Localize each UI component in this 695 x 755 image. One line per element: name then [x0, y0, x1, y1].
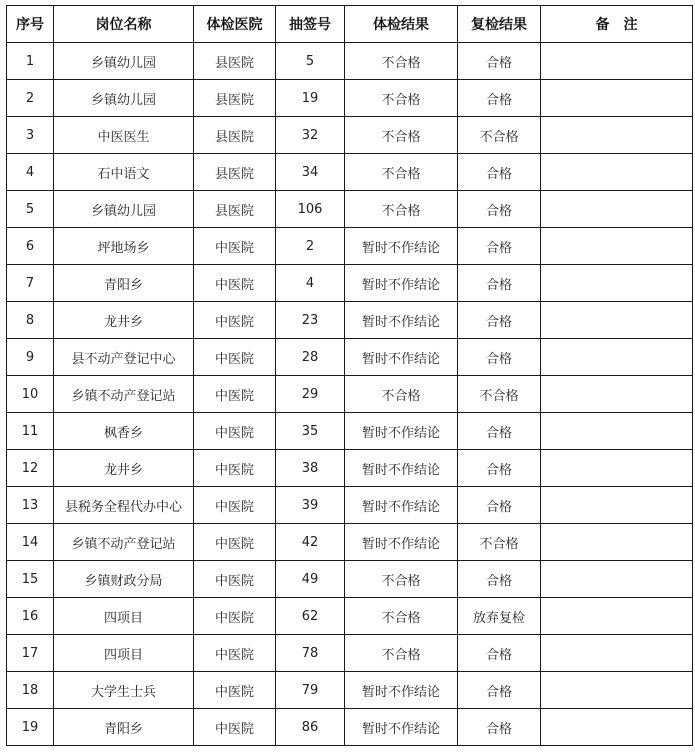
cell-remarks	[541, 43, 693, 80]
cell-exam-result: 暂时不作结论	[345, 339, 458, 376]
table-row	[7, 672, 693, 709]
cell-lot-number: 28	[276, 339, 345, 376]
table-row	[7, 598, 693, 635]
cell-remarks	[541, 80, 693, 117]
cell-seq: 16	[7, 598, 54, 635]
cell-seq: 7	[7, 265, 54, 302]
cell-recheck-result: 合格	[458, 43, 541, 80]
table-row	[7, 43, 693, 80]
cell-hospital: 中医院	[194, 561, 276, 598]
cell-recheck-result: 不合格	[458, 117, 541, 154]
cell-position: 青阳乡	[54, 709, 194, 746]
cell-seq: 5	[7, 191, 54, 228]
cell-seq: 8	[7, 302, 54, 339]
cell-exam-result: 暂时不作结论	[345, 450, 458, 487]
cell-exam-result: 暂时不作结论	[345, 709, 458, 746]
table-row	[7, 709, 693, 746]
cell-position: 乡镇幼儿园	[54, 191, 194, 228]
cell-recheck-result: 合格	[458, 80, 541, 117]
cell-position: 石中语文	[54, 154, 194, 191]
cell-lot-number: 5	[276, 43, 345, 80]
cell-seq: 19	[7, 709, 54, 746]
cell-seq: 14	[7, 524, 54, 561]
cell-hospital: 中医院	[194, 376, 276, 413]
table-row	[7, 487, 693, 524]
header-row	[7, 6, 693, 43]
cell-remarks	[541, 117, 693, 154]
table-row	[7, 413, 693, 450]
cell-seq: 15	[7, 561, 54, 598]
cell-recheck-result: 合格	[458, 413, 541, 450]
cell-exam-result: 暂时不作结论	[345, 228, 458, 265]
cell-exam-result: 暂时不作结论	[345, 487, 458, 524]
table-row	[7, 376, 693, 413]
cell-recheck-result: 合格	[458, 228, 541, 265]
cell-position: 乡镇财政分局	[54, 561, 194, 598]
cell-position: 中医医生	[54, 117, 194, 154]
cell-position: 乡镇幼儿园	[54, 43, 194, 80]
table-row	[7, 561, 693, 598]
cell-remarks	[541, 561, 693, 598]
table-row	[7, 191, 693, 228]
table-row	[7, 450, 693, 487]
cell-remarks	[541, 524, 693, 561]
cell-seq: 9	[7, 339, 54, 376]
cell-hospital: 县医院	[194, 154, 276, 191]
cell-remarks	[541, 228, 693, 265]
cell-position: 龙井乡	[54, 302, 194, 339]
cell-lot-number: 2	[276, 228, 345, 265]
cell-remarks	[541, 302, 693, 339]
cell-recheck-result: 合格	[458, 339, 541, 376]
table-row	[7, 80, 693, 117]
cell-seq: 4	[7, 154, 54, 191]
cell-hospital: 中医院	[194, 228, 276, 265]
cell-exam-result: 不合格	[345, 154, 458, 191]
table-row	[7, 302, 693, 339]
cell-remarks	[541, 598, 693, 635]
cell-position: 大学生士兵	[54, 672, 194, 709]
cell-exam-result: 暂时不作结论	[345, 413, 458, 450]
cell-remarks	[541, 413, 693, 450]
cell-hospital: 中医院	[194, 265, 276, 302]
cell-seq: 11	[7, 413, 54, 450]
cell-remarks	[541, 339, 693, 376]
cell-position: 四项目	[54, 598, 194, 635]
cell-seq: 6	[7, 228, 54, 265]
cell-hospital: 中医院	[194, 302, 276, 339]
header-hospital: 体检医院	[194, 6, 276, 43]
cell-lot-number: 34	[276, 154, 345, 191]
cell-exam-result: 不合格	[345, 117, 458, 154]
cell-recheck-result: 合格	[458, 450, 541, 487]
cell-lot-number: 62	[276, 598, 345, 635]
cell-lot-number: 23	[276, 302, 345, 339]
cell-hospital: 中医院	[194, 487, 276, 524]
cell-seq: 10	[7, 376, 54, 413]
table-row	[7, 265, 693, 302]
cell-remarks	[541, 635, 693, 672]
table-row	[7, 635, 693, 672]
cell-recheck-result: 合格	[458, 265, 541, 302]
cell-remarks	[541, 487, 693, 524]
cell-remarks	[541, 265, 693, 302]
cell-remarks	[541, 450, 693, 487]
cell-exam-result: 暂时不作结论	[345, 672, 458, 709]
table-row	[7, 117, 693, 154]
cell-recheck-result: 合格	[458, 302, 541, 339]
header-position: 岗位名称	[54, 6, 194, 43]
cell-lot-number: 35	[276, 413, 345, 450]
cell-hospital: 中医院	[194, 709, 276, 746]
header-remarks: 备 注	[541, 6, 693, 43]
cell-position: 乡镇不动产登记站	[54, 524, 194, 561]
cell-lot-number: 106	[276, 191, 345, 228]
cell-recheck-result: 合格	[458, 487, 541, 524]
cell-exam-result: 暂时不作结论	[345, 524, 458, 561]
cell-seq: 18	[7, 672, 54, 709]
table-row	[7, 228, 693, 265]
cell-recheck-result: 合格	[458, 672, 541, 709]
cell-lot-number: 78	[276, 635, 345, 672]
cell-hospital: 县医院	[194, 80, 276, 117]
cell-exam-result: 不合格	[345, 80, 458, 117]
cell-lot-number: 39	[276, 487, 345, 524]
cell-hospital: 县医院	[194, 117, 276, 154]
cell-hospital: 中医院	[194, 413, 276, 450]
table-row	[7, 154, 693, 191]
cell-position: 枫香乡	[54, 413, 194, 450]
header-lot-number: 抽签号	[276, 6, 345, 43]
cell-position: 龙井乡	[54, 450, 194, 487]
header-recheck-result: 复检结果	[458, 6, 541, 43]
cell-hospital: 中医院	[194, 635, 276, 672]
cell-exam-result: 暂时不作结论	[345, 265, 458, 302]
results-table	[6, 5, 693, 746]
cell-lot-number: 19	[276, 80, 345, 117]
cell-position: 青阳乡	[54, 265, 194, 302]
cell-seq: 17	[7, 635, 54, 672]
table-body	[7, 43, 693, 746]
header-seq: 序号	[7, 6, 54, 43]
cell-lot-number: 4	[276, 265, 345, 302]
table-row	[7, 524, 693, 561]
cell-exam-result: 不合格	[345, 43, 458, 80]
cell-recheck-result: 合格	[458, 635, 541, 672]
cell-recheck-result: 不合格	[458, 376, 541, 413]
cell-exam-result: 不合格	[345, 191, 458, 228]
cell-position: 四项目	[54, 635, 194, 672]
cell-recheck-result: 放弃复检	[458, 598, 541, 635]
cell-exam-result: 不合格	[345, 635, 458, 672]
cell-lot-number: 29	[276, 376, 345, 413]
cell-recheck-result: 合格	[458, 561, 541, 598]
cell-lot-number: 79	[276, 672, 345, 709]
cell-recheck-result: 合格	[458, 154, 541, 191]
cell-exam-result: 不合格	[345, 561, 458, 598]
cell-remarks	[541, 376, 693, 413]
cell-position: 县不动产登记中心	[54, 339, 194, 376]
cell-hospital: 县医院	[194, 191, 276, 228]
cell-position: 乡镇幼儿园	[54, 80, 194, 117]
cell-seq: 2	[7, 80, 54, 117]
cell-remarks	[541, 154, 693, 191]
cell-lot-number: 49	[276, 561, 345, 598]
cell-lot-number: 38	[276, 450, 345, 487]
cell-recheck-result: 合格	[458, 191, 541, 228]
cell-lot-number: 32	[276, 117, 345, 154]
cell-lot-number: 42	[276, 524, 345, 561]
cell-recheck-result: 不合格	[458, 524, 541, 561]
cell-hospital: 县医院	[194, 43, 276, 80]
cell-remarks	[541, 709, 693, 746]
cell-hospital: 中医院	[194, 339, 276, 376]
cell-seq: 1	[7, 43, 54, 80]
table-header	[7, 6, 693, 43]
cell-hospital: 中医院	[194, 598, 276, 635]
cell-position: 乡镇不动产登记站	[54, 376, 194, 413]
cell-recheck-result: 合格	[458, 709, 541, 746]
cell-seq: 13	[7, 487, 54, 524]
cell-position: 县税务全程代办中心	[54, 487, 194, 524]
cell-seq: 3	[7, 117, 54, 154]
cell-hospital: 中医院	[194, 524, 276, 561]
cell-remarks	[541, 191, 693, 228]
cell-exam-result: 不合格	[345, 376, 458, 413]
cell-exam-result: 不合格	[345, 598, 458, 635]
table-row	[7, 339, 693, 376]
cell-lot-number: 86	[276, 709, 345, 746]
header-exam-result: 体检结果	[345, 6, 458, 43]
cell-seq: 12	[7, 450, 54, 487]
cell-remarks	[541, 672, 693, 709]
cell-exam-result: 暂时不作结论	[345, 302, 458, 339]
cell-hospital: 中医院	[194, 672, 276, 709]
cell-hospital: 中医院	[194, 450, 276, 487]
cell-position: 坪地场乡	[54, 228, 194, 265]
